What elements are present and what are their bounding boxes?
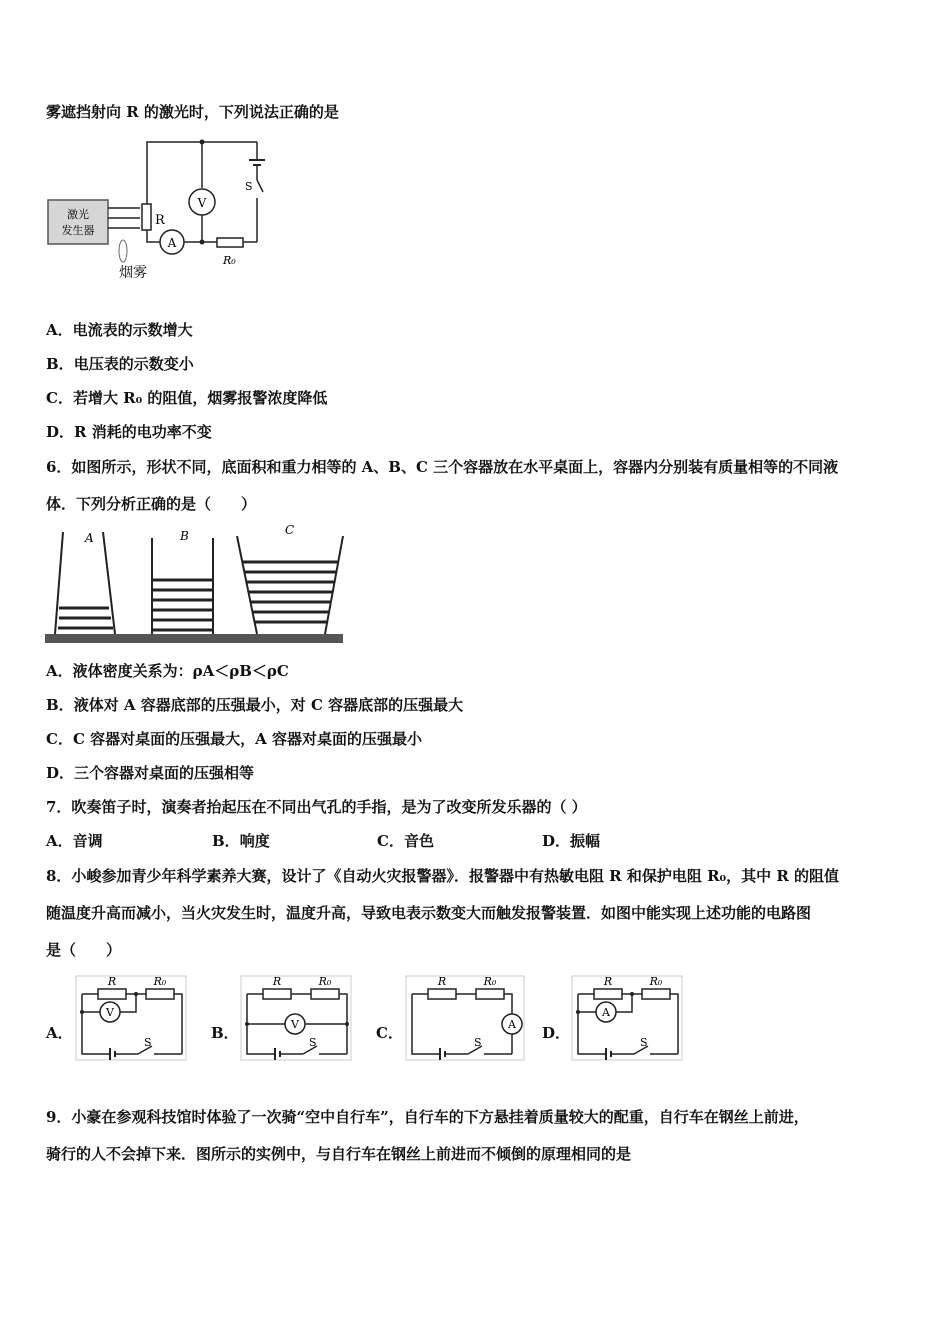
q5-stem: 雾遮挡射向 R 的激光时，下列说法正确的是 — [46, 103, 339, 121]
q8-circuit-c — [402, 972, 528, 1064]
q6-containers-figure — [45, 522, 345, 648]
r-label: R — [155, 213, 165, 228]
svg-text:S: S — [474, 1036, 482, 1049]
q8-circuit-a — [72, 972, 190, 1064]
smoke-label: 烟雾 — [119, 265, 147, 281]
svg-text:S: S — [309, 1036, 317, 1049]
q7-option-c: C．音色 — [377, 832, 434, 850]
svg-text:V: V — [106, 1006, 114, 1019]
svg-text:V: V — [291, 1018, 299, 1031]
q6-stem-line2: 体．下列分析正确的是（ ） — [46, 495, 257, 513]
q9-stem-line1: 9．小豪在参观科技馆时体验了一次骑“空中自行车”，自行车的下方悬挂着质量较大的配重，自行车在钢丝上前进， — [46, 1108, 809, 1126]
svg-text:A: A — [508, 1018, 516, 1031]
container-b-label: B — [180, 529, 189, 543]
q8-stem-line2: 随温度升高而减小，当火灾发生时，温度升高，导致电表示数变大而触发报警装置．如图中能实现上述功能的电路图 — [46, 904, 812, 922]
q6-stem-line1: 6．如图所示，形状不同，底面积和重力相等的 A、B、C 三个容器放在水平桌面上，容器内分别装有质量相等的不同液 — [46, 458, 839, 476]
svg-text:S: S — [144, 1036, 152, 1049]
r0-label: R₀ — [223, 254, 236, 267]
q6-option-b: B．液体对 A 容器底部的压强最小，对 C 容器底部的压强最大 — [46, 696, 464, 714]
svg-text:R: R — [107, 975, 117, 988]
q5-option-b: B．电压表的示数变小 — [46, 355, 194, 373]
q7-option-d: D．振幅 — [542, 832, 601, 850]
q7-option-a: A．音调 — [46, 832, 103, 850]
q8-circuit-b — [237, 972, 355, 1064]
q7-stem: 7．吹奏笛子时，演奏者抬起压在不同出气孔的手指，是为了改变所发乐器的（ ） — [46, 798, 587, 816]
svg-text:R₀: R₀ — [318, 975, 332, 988]
q6-option-a: A．液体密度关系为：ρA＜ρB＜ρC — [46, 662, 289, 680]
q9-stem-line2: 骑行的人不会掉下来．图所示的实例中，与自行车在钢丝上前进而不倾倒的原理相同的是 — [46, 1145, 632, 1163]
q5-option-d: D．R 消耗的电功率不变 — [46, 423, 212, 441]
q7-option-b: B．响度 — [212, 832, 270, 850]
ammeter-symbol: A — [167, 236, 177, 250]
svg-text:R₀: R₀ — [483, 975, 497, 988]
q8-option-c-letter: C． — [376, 1024, 403, 1042]
q8-stem-line1: 8．小峻参加青少年科学素养大赛，设计了《自动火灾报警器》．报警器中有热敏电阻 R 和保护电阻 R₀，其中 R 的阻值 — [46, 867, 840, 885]
q8-circuit-d — [568, 972, 686, 1064]
switch-label: S — [245, 180, 253, 193]
q5-option-c: C．若增大 R₀ 的阻值，烟雾报警浓度降低 — [46, 389, 328, 407]
q8-option-a-letter: A． — [46, 1024, 73, 1042]
voltmeter-symbol: V — [197, 196, 207, 210]
q8-option-d-letter: D． — [542, 1024, 571, 1042]
svg-text:R₀: R₀ — [649, 975, 663, 988]
q5-circuit-figure — [45, 134, 281, 284]
q6-option-d: D．三个容器对桌面的压强相等 — [46, 764, 255, 782]
q5-option-a: A．电流表的示数增大 — [46, 321, 193, 339]
svg-text:A: A — [602, 1006, 610, 1019]
emitter-label-2: 发生器 — [61, 224, 95, 237]
svg-text:S: S — [640, 1036, 648, 1049]
container-c-label: C — [285, 523, 295, 537]
svg-text:R₀: R₀ — [153, 975, 167, 988]
container-a-label: A — [85, 531, 94, 545]
svg-text:R: R — [437, 975, 447, 988]
svg-text:R: R — [603, 975, 613, 988]
emitter-label-1: 激光 — [67, 208, 89, 221]
q8-stem-line3: 是（ ） — [46, 941, 122, 959]
svg-text:R: R — [272, 975, 282, 988]
q8-option-b-letter: B． — [211, 1024, 239, 1042]
q6-option-c: C．C 容器对桌面的压强最大，A 容器对桌面的压强最小 — [46, 730, 422, 748]
